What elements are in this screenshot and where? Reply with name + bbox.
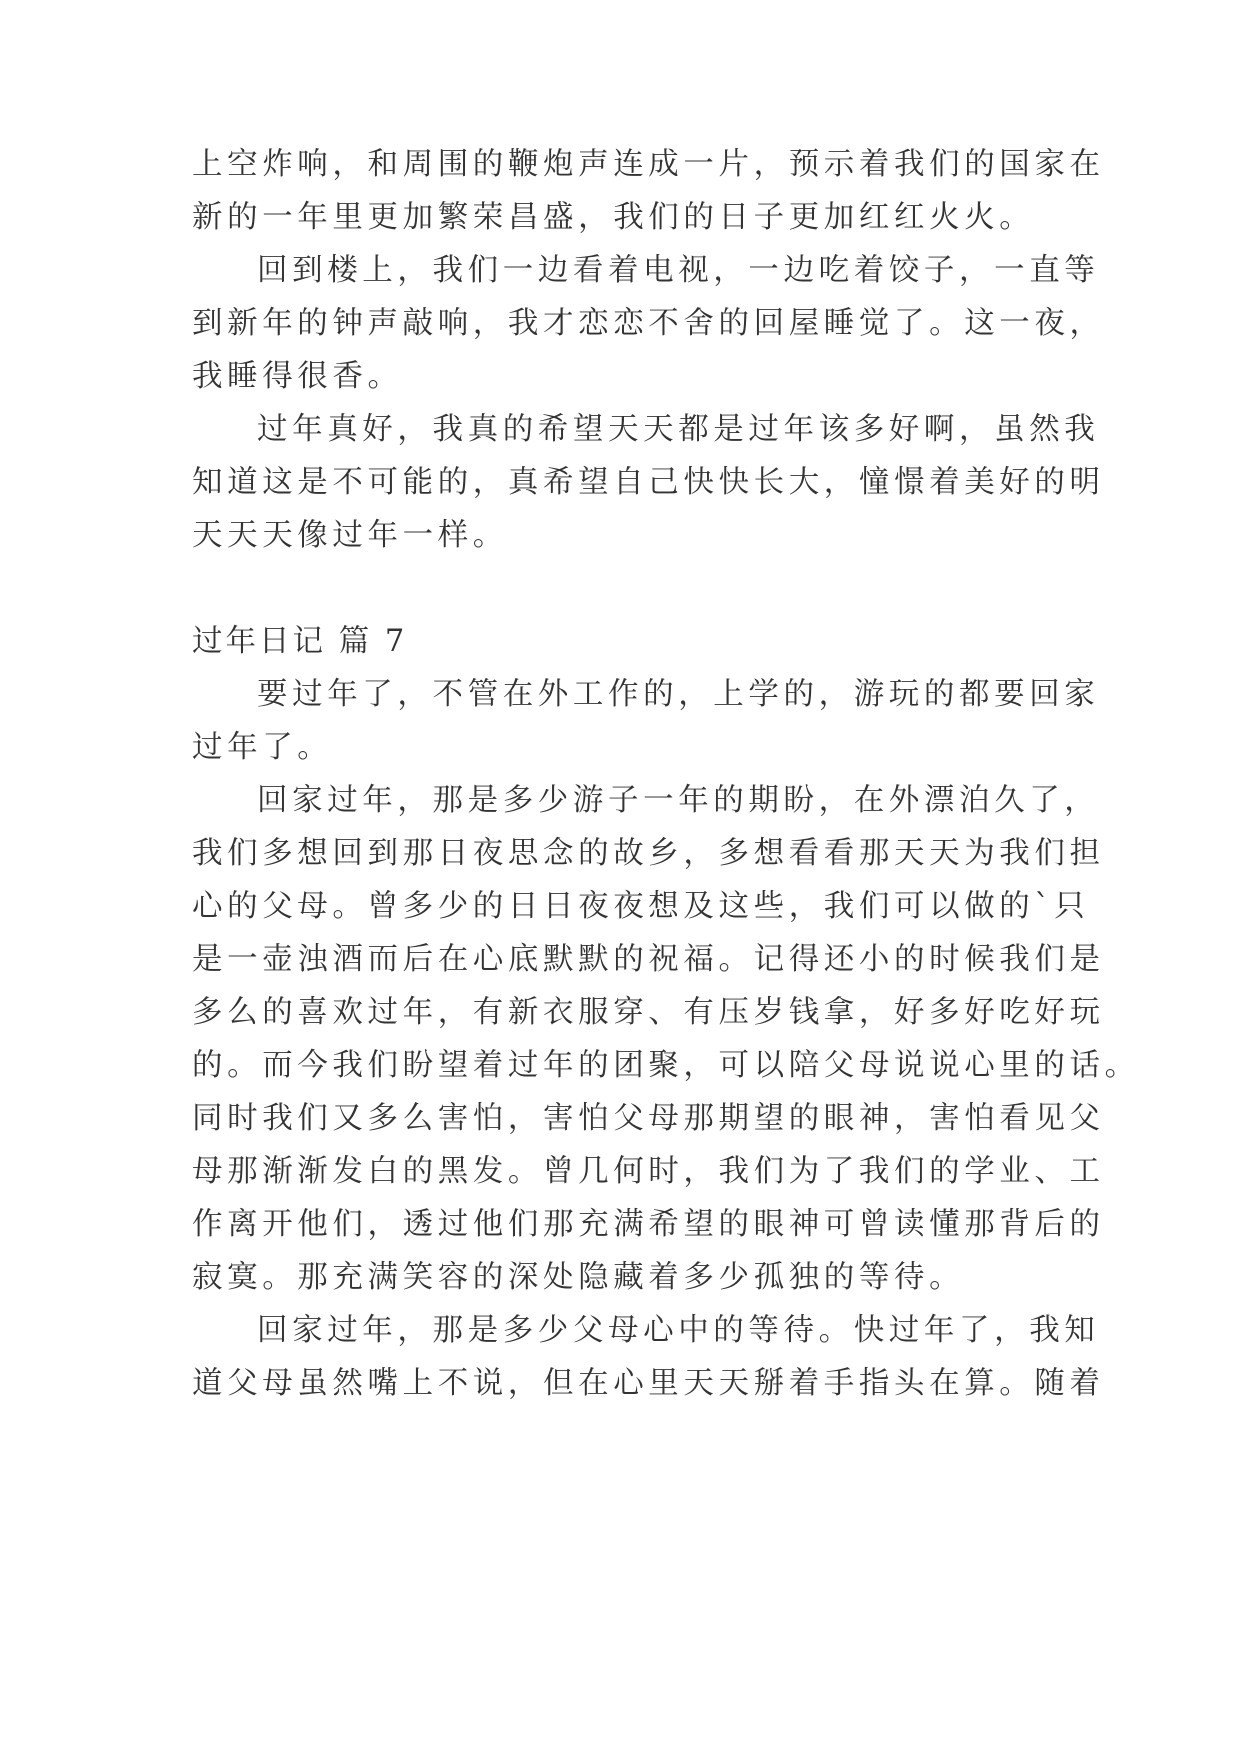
paragraph-line: 我睡得很香。	[192, 359, 403, 394]
paragraph-line: 回家过年，那是多少父母心中的等待。快过年了，我知	[257, 1313, 1100, 1348]
paragraph-line: 寂寞。那充满笑容的深处隐藏着多少孤独的等待。	[192, 1260, 965, 1295]
paragraph-line: 道父母虽然嘴上不说，但在心里天天掰着手指头在算。随着	[192, 1366, 1105, 1401]
paragraph-line: 回到楼上，我们一边看着电视，一边吃着饺子，一直等	[257, 253, 1100, 288]
paragraph-line: 母那渐渐发白的黑发。曾几何时，我们为了我们的学业、工	[192, 1154, 1105, 1189]
paragraph-line: 的。而今我们盼望着过年的团聚，可以陪父母说说心里的话。	[192, 1048, 1140, 1083]
paragraph-line: 多么的喜欢过年，有新衣服穿、有压岁钱拿，好多好吃好玩	[192, 995, 1105, 1030]
paragraph-line: 我们多想回到那日夜思念的故乡，多想看看那天天为我们担	[192, 836, 1105, 871]
paragraph-line: 天天天像过年一样。	[192, 518, 508, 553]
paragraph-line: 要过年了，不管在外工作的，上学的，游玩的都要回家	[257, 677, 1100, 712]
paragraph-line: 是一壶浊酒而后在心底默默的祝福。记得还小的时候我们是	[192, 942, 1105, 977]
paragraph-line: 回家过年，那是多少游子一年的期盼，在外漂泊久了，	[257, 783, 1100, 818]
paragraph-line: 过年真好，我真的希望天天都是过年该多好啊，虽然我	[257, 412, 1100, 447]
paragraph-line: 知道这是不可能的，真希望自己快快长大，憧憬着美好的明	[192, 465, 1105, 500]
paragraph-line: 过年了。	[192, 730, 333, 765]
paragraph-line: 上空炸响，和周围的鞭炮声连成一片，预示着我们的国家在	[192, 147, 1105, 182]
paragraph-line: 新的一年里更加繁荣昌盛，我们的日子更加红红火火。	[192, 200, 1035, 235]
paragraph-line: 心的父母。曾多少的日日夜夜想及这些，我们可以做的`只	[192, 889, 1090, 924]
paragraph-line: 同时我们又多么害怕，害怕父母那期望的眼神，害怕看见父	[192, 1101, 1105, 1136]
paragraph-line: 到新年的钟声敲响，我才恋恋不舍的回屋睡觉了。这一夜，	[192, 306, 1105, 341]
paragraph-line: 作离开他们，透过他们那充满希望的眼神可曾读懂那背后的	[192, 1207, 1105, 1242]
section-heading: 过年日记 篇 7	[192, 624, 408, 659]
